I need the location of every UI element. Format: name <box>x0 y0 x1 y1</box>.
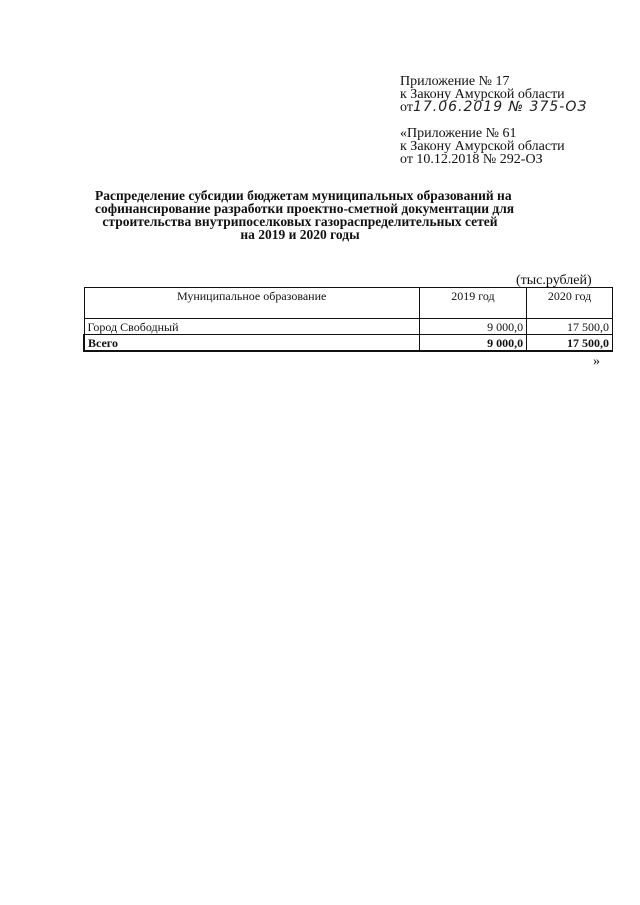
title-line: софинансирование разработки проектно-сметной документации для <box>95 201 515 216</box>
title-line: строительства внутрипоселковых газораспределительных сетей <box>102 214 498 229</box>
distribution-table <box>83 287 613 352</box>
annex-current-block <box>400 75 587 114</box>
document-title <box>95 188 515 242</box>
table-total-row <box>84 335 613 352</box>
annex-current-number: Приложение № 17 <box>400 74 510 89</box>
table-header-row <box>84 288 613 319</box>
header-2019: 2019 год <box>419 288 526 319</box>
unit-label: (тыс.рублей) <box>516 273 592 288</box>
total-2020: 17 500,0 <box>527 335 613 352</box>
handwritten-date: 17.06.2019 № 375-ОЗ <box>412 99 588 115</box>
title-line: Распределение субсидии бюджетам муниципальных образований на <box>95 188 512 203</box>
header-municipality: Муниципальное образование <box>84 288 419 319</box>
total-2019: 9 000,0 <box>419 335 526 352</box>
annex-current-date <box>400 101 587 114</box>
cell-municipality: Город Свободный <box>84 319 419 335</box>
annex-previous-block <box>400 127 565 166</box>
table-row <box>84 319 613 335</box>
cell-2020: 17 500,0 <box>527 319 613 335</box>
total-label: Всего <box>84 335 419 352</box>
annex-previous-law: к Закону Амурской области <box>400 139 565 154</box>
annex-current-date-prefix: от <box>400 100 413 115</box>
cell-2019: 9 000,0 <box>419 319 526 335</box>
annex-previous-number: «Приложение № 61 <box>400 126 517 141</box>
annex-previous-date: от 10.12.2018 № 292-ОЗ <box>400 152 543 167</box>
header-2020: 2020 год <box>527 288 613 319</box>
annex-current-law: к Закону Амурской области <box>400 87 565 102</box>
title-line: на 2019 и 2020 годы <box>240 227 360 242</box>
closing-quote: » <box>593 354 600 369</box>
